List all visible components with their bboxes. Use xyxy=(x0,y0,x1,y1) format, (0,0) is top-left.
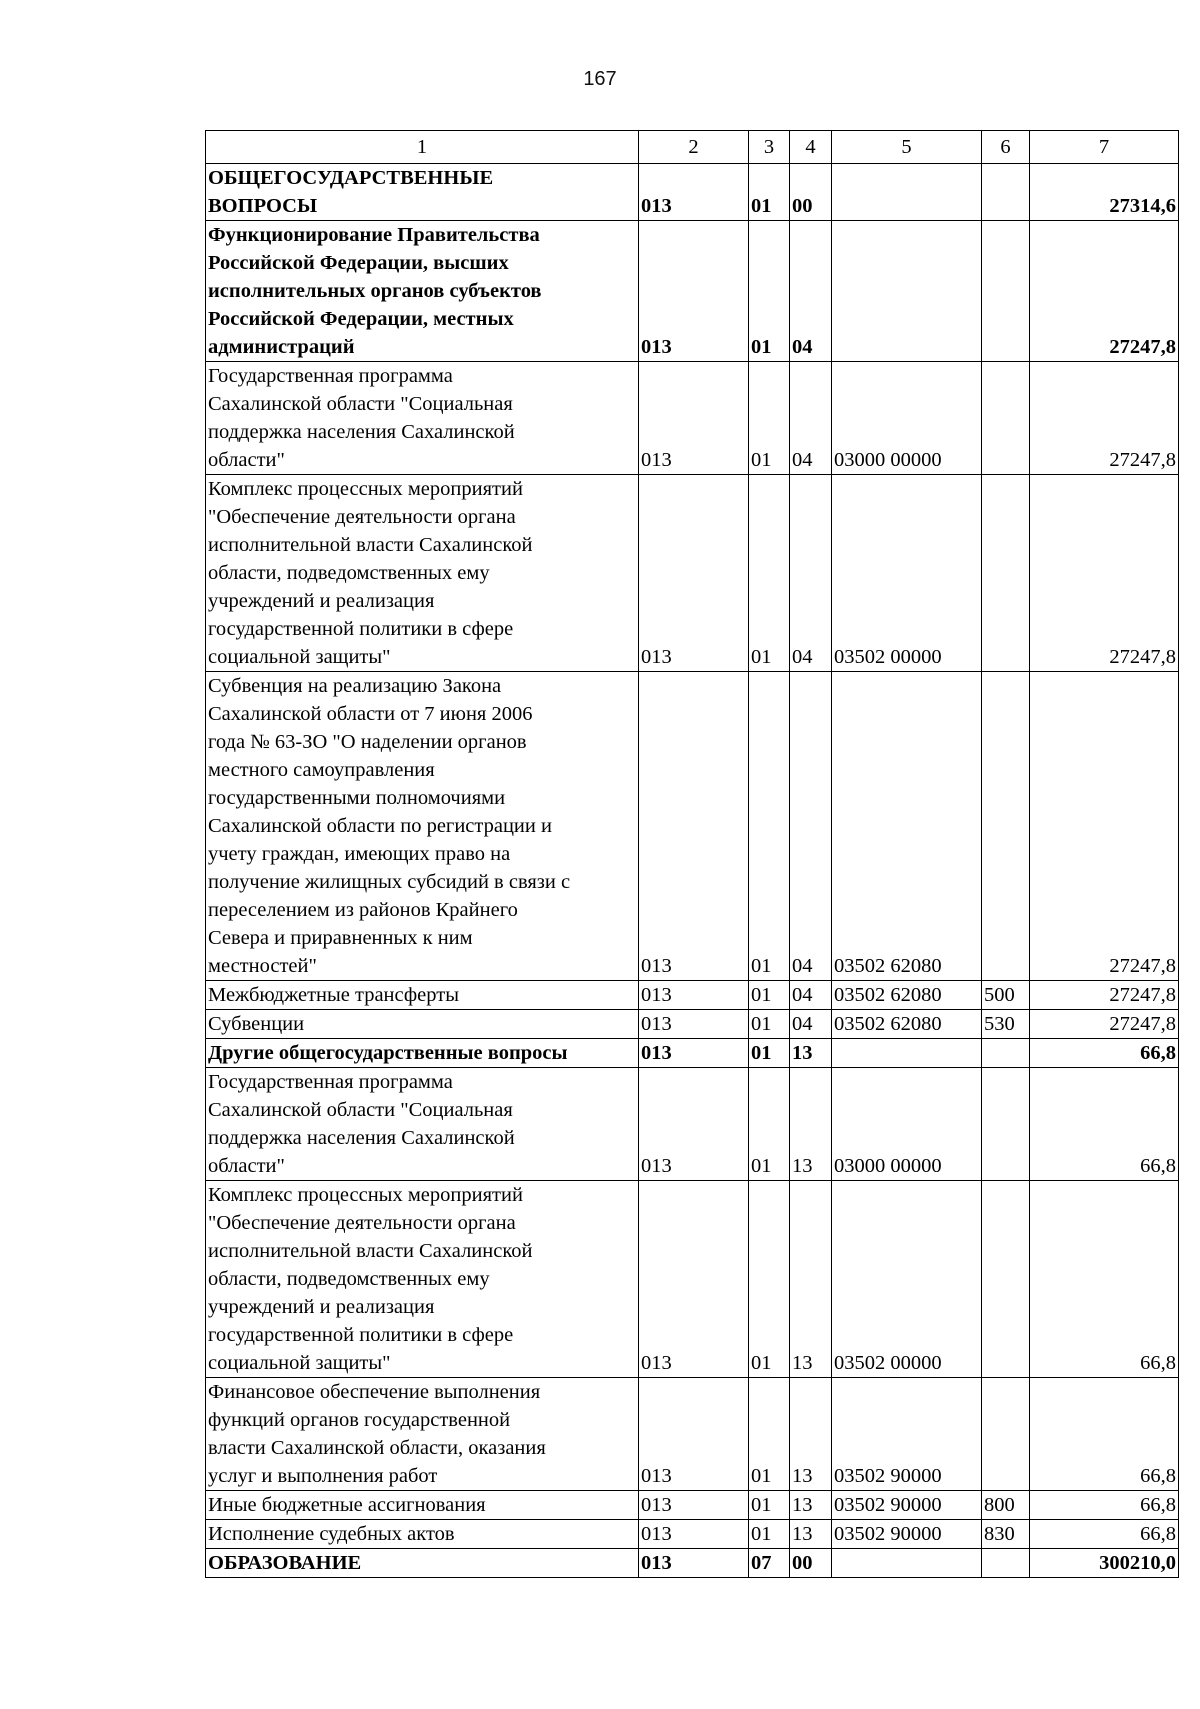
cell-section: 01 xyxy=(749,1181,790,1378)
cell-section: 01 xyxy=(749,1068,790,1181)
cell-name: Функционирование Правительства Российской Федерации, высших исполнительных органов субъектов Российской Федерации, местных администраций xyxy=(206,221,639,362)
cell-subsection: 04 xyxy=(790,221,832,362)
cell-section: 07 xyxy=(749,1549,790,1578)
cell-admin-code: 013 xyxy=(639,1549,749,1578)
cell-target-article: 03502 90000 xyxy=(832,1491,982,1520)
cell-subsection: 04 xyxy=(790,362,832,475)
cell-expense-type xyxy=(982,362,1030,475)
cell-section: 01 xyxy=(749,164,790,221)
cell-section: 01 xyxy=(749,475,790,672)
cell-expense-type xyxy=(982,1039,1030,1068)
cell-amount: 27247,8 xyxy=(1030,981,1179,1010)
cell-subsection: 13 xyxy=(790,1181,832,1378)
cell-expense-type xyxy=(982,221,1030,362)
cell-section: 01 xyxy=(749,1010,790,1039)
cell-section: 01 xyxy=(749,1520,790,1549)
cell-name: Финансовое обеспечение выполнения функций органов государственной власти Сахалинской области, оказания услуг и выполнения работ xyxy=(206,1378,639,1491)
cell-admin-code: 013 xyxy=(639,1010,749,1039)
cell-amount: 66,8 xyxy=(1030,1520,1179,1549)
cell-section: 01 xyxy=(749,981,790,1010)
cell-target-article: 03000 00000 xyxy=(832,362,982,475)
cell-subsection: 04 xyxy=(790,672,832,981)
cell-name: Государственная программа Сахалинской области "Социальная поддержка населения Сахалинской области" xyxy=(206,1068,639,1181)
cell-subsection: 04 xyxy=(790,1010,832,1039)
cell-amount: 27247,8 xyxy=(1030,672,1179,981)
cell-name: Государственная программа Сахалинской области "Социальная поддержка населения Сахалинской области" xyxy=(206,362,639,475)
column-header: 2 xyxy=(639,131,749,164)
table-body xyxy=(206,164,1179,1578)
cell-admin-code: 013 xyxy=(639,1068,749,1181)
cell-target-article xyxy=(832,164,982,221)
column-header: 3 xyxy=(749,131,790,164)
cell-admin-code: 013 xyxy=(639,221,749,362)
table-row xyxy=(206,475,1179,672)
cell-section: 01 xyxy=(749,362,790,475)
cell-name: Исполнение судебных актов xyxy=(206,1520,639,1549)
cell-name: Субвенции xyxy=(206,1010,639,1039)
cell-expense-type xyxy=(982,1549,1030,1578)
cell-expense-type: 530 xyxy=(982,1010,1030,1039)
cell-name: Комплекс процессных мероприятий "Обеспечение деятельности органа исполнительной власти Сахалинской области, подведомственных ему учреждений и реализация государственной политики в сфере социальной защиты" xyxy=(206,1181,639,1378)
cell-subsection: 00 xyxy=(790,1549,832,1578)
cell-admin-code: 013 xyxy=(639,1491,749,1520)
cell-amount: 27247,8 xyxy=(1030,221,1179,362)
cell-admin-code: 013 xyxy=(639,981,749,1010)
cell-name: Комплекс процессных мероприятий "Обеспечение деятельности органа исполнительной власти Сахалинской области, подведомственных ему учреждений и реализация государственной политики в сфере социальной защиты" xyxy=(206,475,639,672)
cell-subsection: 13 xyxy=(790,1520,832,1549)
cell-target-article: 03502 00000 xyxy=(832,475,982,672)
cell-name: Иные бюджетные ассигнования xyxy=(206,1491,639,1520)
cell-section: 01 xyxy=(749,1378,790,1491)
cell-target-article: 03502 00000 xyxy=(832,1181,982,1378)
cell-name: ОБРАЗОВАНИЕ xyxy=(206,1549,639,1578)
cell-target-article: 03502 62080 xyxy=(832,672,982,981)
cell-expense-type: 500 xyxy=(982,981,1030,1010)
cell-name: ОБЩЕГОСУДАРСТВЕННЫЕ ВОПРОСЫ xyxy=(206,164,639,221)
cell-expense-type xyxy=(982,1068,1030,1181)
table-row xyxy=(206,221,1179,362)
cell-subsection: 04 xyxy=(790,981,832,1010)
table-row xyxy=(206,672,1179,981)
budget-table xyxy=(205,130,1179,1578)
cell-amount: 66,8 xyxy=(1030,1181,1179,1378)
cell-section: 01 xyxy=(749,1491,790,1520)
table-row xyxy=(206,1039,1179,1068)
cell-expense-type xyxy=(982,475,1030,672)
cell-target-article: 03502 90000 xyxy=(832,1520,982,1549)
cell-admin-code: 013 xyxy=(639,1378,749,1491)
cell-subsection: 04 xyxy=(790,475,832,672)
cell-amount: 66,8 xyxy=(1030,1491,1179,1520)
cell-name: Субвенция на реализацию Закона Сахалинской области от 7 июня 2006 года № 63-ЗО "О наделении органов местного самоуправления государственными полномочиями Сахалинской области по регистрации и учету граждан, имеющих право на получение жилищных субсидий в связи с переселением из районов Крайнего Севера и приравненных к ним местностей" xyxy=(206,672,639,981)
cell-amount: 66,8 xyxy=(1030,1378,1179,1491)
cell-amount: 300210,0 xyxy=(1030,1549,1179,1578)
cell-section: 01 xyxy=(749,221,790,362)
cell-admin-code: 013 xyxy=(639,1039,749,1068)
table-row xyxy=(206,1491,1179,1520)
column-header: 7 xyxy=(1030,131,1179,164)
cell-amount: 66,8 xyxy=(1030,1039,1179,1068)
table-row xyxy=(206,981,1179,1010)
cell-target-article: 03502 90000 xyxy=(832,1378,982,1491)
cell-subsection: 13 xyxy=(790,1039,832,1068)
column-header: 4 xyxy=(790,131,832,164)
cell-admin-code: 013 xyxy=(639,362,749,475)
cell-subsection: 13 xyxy=(790,1491,832,1520)
header-row xyxy=(206,131,1179,164)
table-row xyxy=(206,1378,1179,1491)
cell-subsection: 13 xyxy=(790,1068,832,1181)
cell-admin-code: 013 xyxy=(639,164,749,221)
cell-expense-type xyxy=(982,1378,1030,1491)
page-number: 167 xyxy=(583,68,617,90)
cell-expense-type: 800 xyxy=(982,1491,1030,1520)
cell-target-article: 03502 62080 xyxy=(832,1010,982,1039)
cell-admin-code: 013 xyxy=(639,672,749,981)
table-row xyxy=(206,1520,1179,1549)
cell-target-article xyxy=(832,221,982,362)
column-header: 6 xyxy=(982,131,1030,164)
table-row xyxy=(206,1068,1179,1181)
cell-target-article xyxy=(832,1549,982,1578)
cell-section: 01 xyxy=(749,672,790,981)
cell-expense-type xyxy=(982,1181,1030,1378)
cell-subsection: 13 xyxy=(790,1378,832,1491)
cell-admin-code: 013 xyxy=(639,1520,749,1549)
cell-expense-type xyxy=(982,672,1030,981)
cell-name: Межбюджетные трансферты xyxy=(206,981,639,1010)
cell-target-article: 03000 00000 xyxy=(832,1068,982,1181)
table-row xyxy=(206,1010,1179,1039)
cell-name: Другие общегосударственные вопросы xyxy=(206,1039,639,1068)
cell-target-article: 03502 62080 xyxy=(832,981,982,1010)
cell-amount: 66,8 xyxy=(1030,1068,1179,1181)
table-row xyxy=(206,362,1179,475)
column-header: 1 xyxy=(206,131,639,164)
cell-target-article xyxy=(832,1039,982,1068)
cell-amount: 27314,6 xyxy=(1030,164,1179,221)
cell-amount: 27247,8 xyxy=(1030,475,1179,672)
cell-admin-code: 013 xyxy=(639,475,749,672)
table-row xyxy=(206,1549,1179,1578)
cell-admin-code: 013 xyxy=(639,1181,749,1378)
cell-section: 01 xyxy=(749,1039,790,1068)
cell-expense-type: 830 xyxy=(982,1520,1030,1549)
cell-amount: 27247,8 xyxy=(1030,362,1179,475)
cell-amount: 27247,8 xyxy=(1030,1010,1179,1039)
table-row xyxy=(206,1181,1179,1378)
table-row xyxy=(206,164,1179,221)
cell-subsection: 00 xyxy=(790,164,832,221)
cell-expense-type xyxy=(982,164,1030,221)
column-header: 5 xyxy=(832,131,982,164)
